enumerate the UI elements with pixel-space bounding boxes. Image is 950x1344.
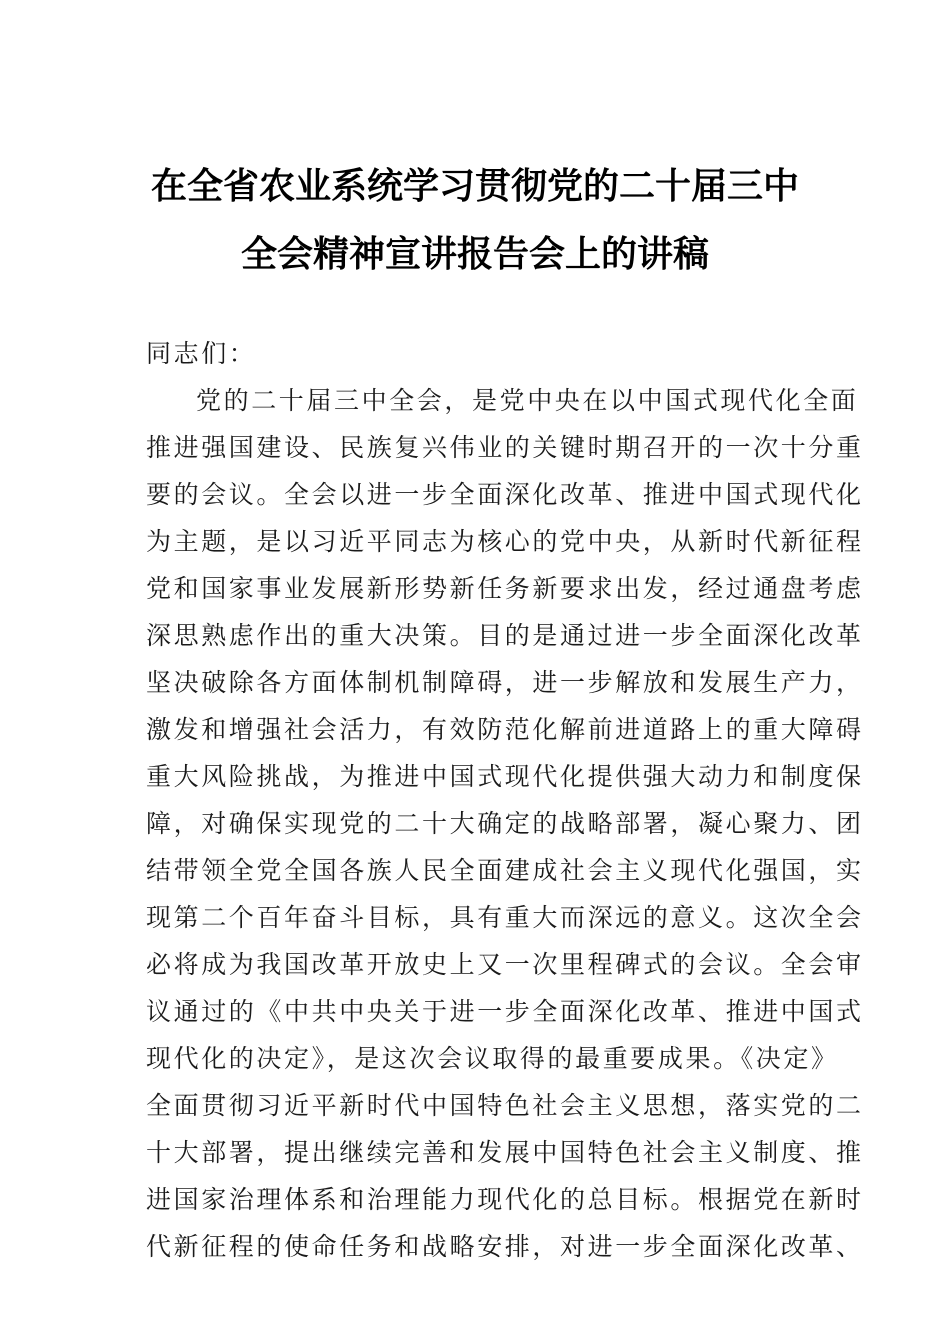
paragraph-line: 为主题，是以习近平同志为核心的党中央，从新时代新征程 — [146, 527, 864, 556]
document-title-line-1: 在全省农业系统学习贯彻党的二十届三中 — [150, 165, 799, 207]
paragraph-line: 要的会议。全会以进一步全面深化改革、推进中国式现代化 — [146, 480, 864, 509]
paragraph-line: 现代化的决定》，是这次会议取得的最重要成果。《决定》 — [146, 1044, 839, 1073]
salutation: 同志们： — [146, 339, 257, 368]
paragraph-line: 党和国家事业发展新形势新任务新要求出发，经过通盘考虑 — [146, 574, 864, 603]
document-body — [146, 330, 864, 1270]
paragraph-line: 进国家治理体系和治理能力现代化的总目标。根据党在新时 — [146, 1185, 864, 1214]
paragraph-line: 十大部署，提出继续完善和发展中国特色社会主义制度、推 — [146, 1138, 864, 1167]
paragraph-line: 推进强国建设、民族复兴伟业的关键时期召开的一次十分重 — [146, 433, 864, 462]
paragraph-line: 代新征程的使命任务和战略安排，对进一步全面深化改革、 — [146, 1232, 864, 1261]
paragraph-line: 议通过的《中共中央关于进一步全面深化改革、推进中国式 — [146, 997, 864, 1026]
paragraph-line: 障，对确保实现党的二十大确定的战略部署，凝心聚力、团 — [146, 809, 864, 838]
paragraph-line: 重大风险挑战，为推进中国式现代化提供强大动力和制度保 — [146, 762, 864, 791]
paragraph-line: 激发和增强社会活力，有效防范化解前进道路上的重大障碍 — [146, 715, 864, 744]
paragraph-line: 全面贯彻习近平新时代中国特色社会主义思想，落实党的二 — [146, 1091, 864, 1120]
paragraph-line: 党的二十届三中全会，是党中央在以中国式现代化全面 — [196, 386, 859, 415]
paragraph-line: 深思熟虑作出的重大决策。目的是通过进一步全面深化改革 — [146, 621, 864, 650]
paragraph-line: 结带领全党全国各族人民全面建成社会主义现代化强国，实 — [146, 856, 864, 885]
paragraph-line: 现第二个百年奋斗目标，具有重大而深远的意义。这次全会 — [146, 903, 864, 932]
paragraph-line: 坚决破除各方面体制机制障碍，进一步解放和发展生产力， — [146, 668, 864, 697]
paragraph-line: 必将成为我国改革开放史上又一次里程碑式的会议。全会审 — [146, 950, 864, 979]
document-title-line-2: 全会精神宣讲报告会上的讲稿 — [240, 233, 709, 275]
